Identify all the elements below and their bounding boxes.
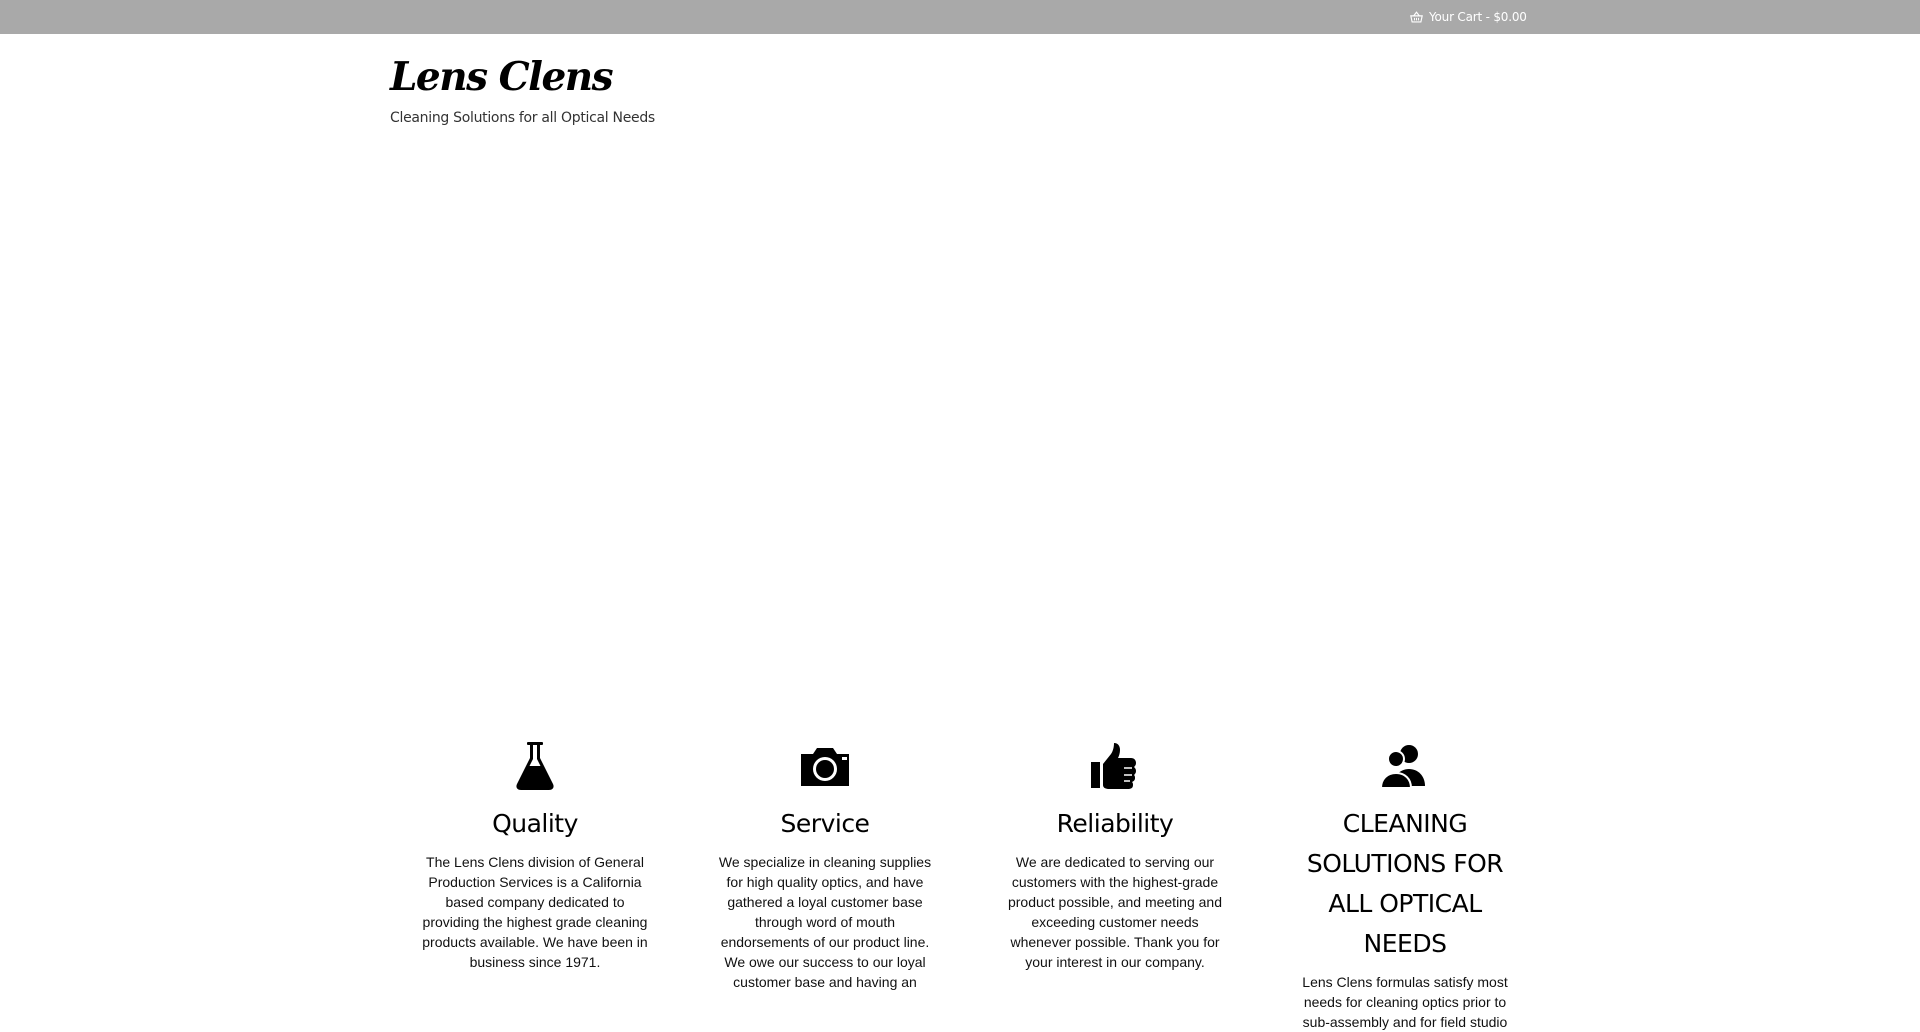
- feature-text: Lens Clens formulas satisfy most needs for cleaning optics prior to sub-assembly and for field studio: [1302, 974, 1508, 1030]
- basket-icon: [1410, 11, 1423, 24]
- users-icon: [1379, 740, 1431, 792]
- cart-link[interactable]: [1410, 8, 1527, 26]
- feature-title: CLEANING SOLUTIONS FOR ALL OPTICAL NEEDS: [1306, 809, 1504, 958]
- feature-cleaning-solutions: [1260, 740, 1550, 1032]
- feature-reliability: [970, 740, 1260, 1032]
- feature-quality: [390, 740, 680, 1032]
- hero-banner-area: [390, 150, 1530, 690]
- feature-text: The Lens Clens division of General Production Services is a California based company dedicated to providing the highest grade cleaning products available. We have been in business since 1971.: [422, 854, 648, 970]
- top-bar: [0, 0, 1920, 34]
- feature-title: Reliability: [1056, 809, 1174, 838]
- feature-text: We are dedicated to serving our customers with the highest-grade product possible, and meeting and exceeding customer needs whenever possible. Thank you for your interest in our company.: [1007, 854, 1223, 970]
- thumbs-up-icon: [1089, 740, 1141, 792]
- feature-service: [680, 740, 970, 1032]
- feature-title: Quality: [492, 809, 578, 838]
- site-tagline: Cleaning Solutions for all Optical Needs: [390, 110, 655, 126]
- site-logo[interactable]: Lens Clens: [390, 54, 613, 100]
- features-row: [390, 740, 1550, 1032]
- flask-icon: [509, 740, 561, 792]
- camera-icon: [799, 740, 851, 792]
- feature-title: Service: [780, 809, 870, 838]
- cart-label: Your Cart - $0.00: [1429, 10, 1527, 24]
- feature-text: We specialize in cleaning supplies for high quality optics, and have gathered a loyal customer base through word of mouth endorsements of our product line. We owe our success to our loyal customer base and having an: [718, 854, 932, 990]
